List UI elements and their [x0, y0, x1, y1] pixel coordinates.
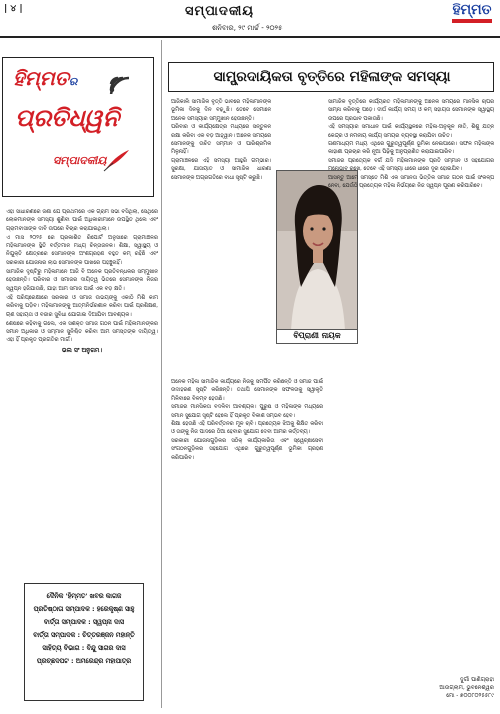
- column-divider: [161, 40, 162, 708]
- banner-tagline: ସମ୍ପାଦକୀୟ: [53, 154, 107, 167]
- photo-caption: ବିପ୍ରାଣୀ ନାୟକ: [276, 330, 358, 344]
- credit-line: ପ୍ରଚ୍ଛଦପଟ : ଅମରେନ୍ଦ୍ର ମହାପାତ୍ର: [36, 657, 132, 665]
- article-column-a: [171, 98, 271, 182]
- article-paragraph: ସରକାରୀ ଯୋଜନାଗୁଡ଼ିକର ସଠିକ୍ କାର୍ଯ୍ୟକାରିତା ଏବଂ ସ୍ୱେଚ୍ଛାସେବୀ ସଂଗଠନଗୁଡ଼ିକର ସହଯୋଗ ଏଥିରେ ଗୁରୁତ୍ୱପୂର୍ଣ୍ଣ ଭୂମିକା ଗ୍ରହଣ କରିପାରିବ।: [171, 437, 323, 461]
- left-end-note: ଭଲ ସଂ ଅନୁଗମ।: [61, 346, 103, 354]
- credit-line: ସାହିତ୍ୟ ବିଭାଗ : ବିନ୍ଦୁ ସାଗର ଦାସ: [42, 644, 126, 652]
- left-paragraph: ଏ ମାସ ୨୦୨୫ ରେ ପ୍ରକାଶିତ ରିପୋର୍ଟ ଅନୁସାରେ ଗ୍ରାମାଞ୍ଚଳର ମହିଳାମାନଙ୍କ ସ୍ଥିତି ବର୍ତ୍ତମାନ ମଧ୍ୟ ଚିନ୍ତାଜନକ। ଶିକ୍ଷା, ସ୍ୱାସ୍ଥ୍ୟ ଓ ନିଯୁକ୍ତି କ୍ଷେତ୍ରରେ ସେମାନଙ୍କ ଅଂଶଗ୍ରହଣ ବହୁତ କମ୍ ରହିଛି ଏବଂ ସରକାରୀ ଯୋଜନାର ଲାଭ ସେମାନଙ୍କ ପାଖରେ ପହଞ୍ଚୁନାହିଁ।: [6, 234, 158, 266]
- quill-icon: [101, 148, 131, 172]
- headline-box: [168, 62, 494, 92]
- left-paragraph: ଏହା ସାଧାରଣରେ ଜଣା ଯେ ପ୍ରଥମରେ ଏକ ଗ୍ରାମ ସଭା ବସିଥିଲା, ସେଥିରେ ଲୋକମାନଙ୍କ ସମସ୍ୟା ଶୁଣିବା ପାଇଁ ଅଧିକାରୀମାନେ ଉପସ୍ଥିତ ଥିଲେ ଏବଂ ଗ୍ରାମବାସୀଙ୍କ ଦାବି ଉପରେ ବିଚାର କରାଯାଇଥିଲା।: [6, 209, 158, 232]
- left-paragraph: ଶେଷରେ କହିବାକୁ ଗଲେ, ଏକ ସଶକ୍ତ ସମାଜ ଗଠନ ପାଇଁ ମହିଳାମାନଙ୍କର ସମାନ ଅଧିକାର ଓ ସମ୍ମାନ ସୁନିଶ୍ଚିତ କରିବା ଆମ ସମସ୍ତଙ୍କ ଦାୟିତ୍ୱ। ଏହା ହିଁ ପ୍ରକୃତ ପ୍ରଗତିର ମାର୍ଗ।: [6, 320, 158, 344]
- logo-text: ହିମ୍ମତ: [452, 2, 492, 18]
- editorial-credits-box: [24, 583, 144, 701]
- wifi-icon: [107, 68, 137, 94]
- article-paragraph: ପରିବାର ଓ କାର୍ଯ୍ୟକ୍ଷେତ୍ର ମଧ୍ୟରେ ସନ୍ତୁଳନ ରକ୍ଷା କରିବା ଏକ ବଡ଼ ଆହ୍ୱାନ। ଅନେକ ସମୟରେ ସେମାନଙ୍କୁ ଉଚିତ ସମ୍ମାନ ଓ ପାରିଶ୍ରମିକ ମିଳୁନାହିଁ।: [171, 124, 271, 156]
- article-paragraph: ଆସନ୍ତୁ ଆମେ ସମସ୍ତେ ମିଶି ଏକ ସମାନତା ଭିତ୍ତିକ ସମାଜ ଗଠନ ପାଇଁ ସଂକଳ୍ପ ନେବା, ଯେଉଁଠି ପ୍ରତ୍ୟେକ ମହିଳା ନିର୍ଭୟରେ ନିଜ ସ୍ୱପ୍ନ ପୂରଣ କରିପାରିବେ।: [328, 174, 494, 190]
- article-paragraph: ସମାଜର ମାନସିକତା ବଦଳିବା ଆବଶ୍ୟକ। ପୁରୁଷ ଓ ମହିଳାଙ୍କ ମଧ୍ୟରେ ସମାନ ସୁଯୋଗ ସୃଷ୍ଟି ହେଲେ ହିଁ ପ୍ରକୃତ ବିକାଶ ସମ୍ଭବ ହେବ।: [171, 404, 323, 419]
- article-column-b: [171, 378, 323, 462]
- author-location: ଆଉଗ୍ଲାମ, ଭୁବନେଶ୍ୱର: [439, 685, 494, 691]
- article-paragraph: ଅନେକ ମହିଳା ସାମାଜିକ କାର୍ଯ୍ୟରେ ନିଜକୁ ସମର୍ପିତ କରିଛନ୍ତି ଓ ସମାଜ ପାଇଁ ଉଦାହରଣ ସୃଷ୍ଟି କରିଛନ୍ତି। ତଥାପି ସେମାନଙ୍କ ସଫଳତାକୁ ସ୍ୱୀକୃତି ମିଳିବାରେ ବିଳମ୍ବ ହେଉଛି।: [171, 379, 323, 402]
- left-paragraph: ସାମାଜିକ ଦୃଷ୍ଟିରୁ ମହିଳାମାନେ ଆଜି ବି ଅନେକ ପ୍ରତିବନ୍ଧକର ସମ୍ମୁଖୀନ ହେଉଛନ୍ତି। ପରିବାର ଓ ସମାଜର ଦାୟିତ୍ୱ ଭିତରେ ସେମାନଙ୍କ ନିଜର ସ୍ୱପ୍ନ ହଜିଯାଉଛି, ଯାହା ଆମ ସମାଜ ପାଇଁ ଏକ ବଡ଼ କ୍ଷତି।: [6, 269, 158, 292]
- credit-line: ବାର୍ତ୍ତା ସମ୍ପାଦକ : ସ୍ୱପ୍ନା ଦାସ: [43, 618, 125, 626]
- article-column-c: [328, 98, 494, 190]
- portrait-image: [277, 171, 358, 330]
- left-column: [6, 208, 158, 355]
- banner-title: [13, 66, 77, 90]
- banner-title-sub: ର: [68, 75, 78, 88]
- left-paragraph: ଏହି ପରିପ୍ରେକ୍ଷୀରେ ସରକାର ଓ ସମାଜ ଉଭୟଙ୍କୁ ଏକାଠି ମିଶି କାମ କରିବାକୁ ପଡ଼ିବ। ମହିଳାମାନଙ୍କୁ ଆତ୍ମନିର୍ଭରଶୀଳ କରିବା ପାଇଁ ପ୍ରଶିକ୍ଷଣ, ଋଣ ସହାୟତା ଓ ବଜାର ସୁବିଧା ଯୋଗାଇ ଦିଆଯିବା ଆବଶ୍ୟକ।: [6, 294, 158, 318]
- author-name: ଦୁର୍ଗା ପାଣିଗ୍ରାହୀ: [459, 677, 494, 683]
- section-title: ସମ୍ପାଦକୀୟ: [185, 4, 254, 19]
- banner-subtitle: ପ୍ରତିଧ୍ୱନି: [15, 104, 120, 132]
- credit-line: ବାର୍ତ୍ତା ସମ୍ପାଦକ : ଚିତ୍ତରଞ୍ଜନ ମହାନ୍ତି: [33, 631, 135, 639]
- article-headline: ସାମ୍ପ୍ରଦାୟିକତା ବୃତ୍ତିରେ ମହିଳାଙ୍କ ସମସ୍ୟା: [213, 69, 451, 85]
- article-paragraph: ଏହି ସମସ୍ୟାର ସମାଧାନ ପାଇଁ କାର୍ଯ୍ୟସ୍ଥଳରେ ମହିଳା-ଅନୁକୂଳ ନୀତି, ଶିଶୁ ଯତ୍ନ କେନ୍ଦ୍ର ଓ ନମନୀୟ କାର୍ଯ୍ୟ ସମୟର ବ୍ୟବସ୍ଥା କରାଯିବା ଉଚିତ।: [328, 124, 494, 139]
- page-number: | ୪ |: [4, 4, 23, 14]
- article-paragraph: ଗଣମାଧ୍ୟମ ମଧ୍ୟ ଏଥିରେ ଗୁରୁତ୍ୱପୂର୍ଣ୍ଣ ଭୂମିକା ନେଇପାରେ। ସଫଳ ମହିଳାଙ୍କ କାହାଣୀ ପ୍ରଚାର କରି ନୂଆ ପିଢ଼ିକୁ ଅନୁପ୍ରାଣିତ କରାଯାଇପାରିବ।: [328, 141, 494, 156]
- masthead: [0, 0, 500, 36]
- article-paragraph: ସାମାଜିକ ବୃତ୍ତିରେ କାର୍ଯ୍ୟରତ ମହିଳାମାନଙ୍କୁ ଅନେକ ସମୟରେ ମାନସିକ ଚାପର ସାମ୍ନା କରିବାକୁ ପଡ଼େ। ଦୀର୍ଘ କାର୍ଯ୍ୟ ସମୟ ଓ କମ୍ ସହାୟତା ସେମାନଙ୍କ ସ୍ୱାସ୍ଥ୍ୟ ଉପରେ ପ୍ରଭାବ ପକାଉଛି।: [328, 99, 494, 122]
- article-paragraph: ଆଜିକାଲି ସାମାଜିକ ବୃତ୍ତି ଭାବରେ ମହିଳାମାନଙ୍କ ଭୂମିକା ଦିନକୁ ଦିନ ବଢ଼ୁଛି। ତେବେ ସେମାନେ ଅନେକ ସମସ୍ୟାର ସମ୍ମୁଖୀନ ହେଉଛନ୍ତି।: [171, 99, 271, 122]
- article-paragraph: ଶିକ୍ଷା ହେଉଛି ଏହି ପରିବର୍ତ୍ତନର ମୂଳ ଚାବି। ପ୍ରତ୍ୟେକ ଝିଅକୁ ଶିକ୍ଷିତ କରିବା ଓ ତାଙ୍କୁ ନିଜ ପାଦରେ ଠିଆ ହେବାର ସୁଯୋଗ ଦେବା ଆମର କର୍ତ୍ତବ୍ୟ।: [171, 421, 323, 436]
- dateline: ଶନିବାର, ୨୯ ମାର୍ଚ୍ଚ - ୨୦୨୫: [212, 24, 283, 32]
- logo-bar: [452, 19, 492, 23]
- credit-line: ପ୍ରତିଷ୍ଠାତା ସମ୍ପାଦକ : ହରେକୃଷ୍ଣ ସାହୁ: [33, 605, 135, 613]
- article-paragraph: ସମାଜର ପ୍ରତ୍ୟେକ ବର୍ଗ ଯଦି ମହିଳାମାନଙ୍କ ପ୍ରତି ସମ୍ମାନ ଓ ସହଯୋଗର ମନୋଭାବ ରଖେ, ତେବେ ଏହି ସମସ୍ୟା ଧୀରେ ଧୀରେ ଦୂର ହୋଇଯିବ।: [328, 157, 494, 173]
- banner-title-main: ହିମ୍ମତ: [13, 66, 69, 90]
- article-paragraph: ଗ୍ରାମାଞ୍ଚଳରେ ଏହି ସମସ୍ୟା ଆହୁରି ଗମ୍ଭୀର। ସୁରକ୍ଷା, ଯାତାୟାତ ଓ ସାମାଜିକ ଧାରଣା ସେମାନଙ୍କ ଅଗ୍ରଗତିରେ ବାଧା ସୃଷ୍ଟି କରୁଛି।: [171, 157, 271, 181]
- credit-line: ଦୈନିକ 'ହିମ୍ମତ' ଖବର କାଗଜ: [46, 592, 122, 600]
- author-signoff: [400, 676, 494, 700]
- header-rule: [0, 36, 500, 38]
- author-photo: [276, 170, 358, 330]
- author-phone: ମୋ - ୭୦୦୮୦୨୫୫୮୯: [446, 693, 494, 699]
- column-banner: [2, 57, 154, 197]
- newspaper-logo[interactable]: [448, 3, 496, 27]
